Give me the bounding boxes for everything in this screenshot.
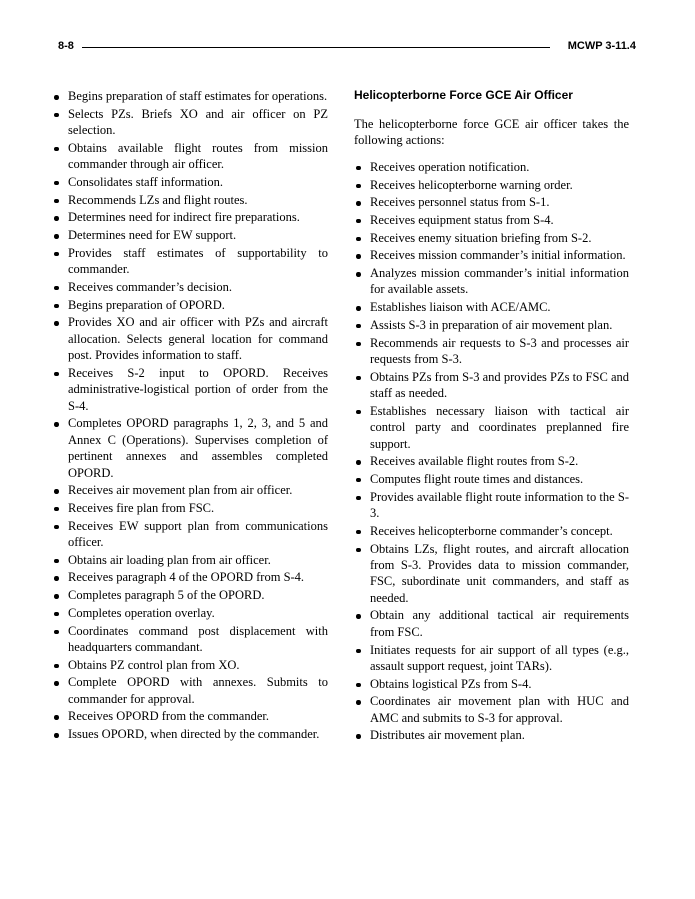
list-item: Obtain any additional tactical air requirements from FSC. [354,607,629,640]
header-rule [82,47,550,48]
list-item: Consolidates staff information. [52,174,328,190]
list-item: Receives enemy situation briefing from S-2. [354,230,629,246]
list-item: Computes flight route times and distances. [354,471,629,487]
list-item: Coordinates air movement plan with HUC and AMC and submits to S-3 for approval. [354,693,629,726]
list-item: Obtains air loading plan from air officer. [52,552,328,568]
left-bullet-list [52,88,328,743]
list-item: Issues OPORD, when directed by the commander. [52,726,328,742]
list-item: Receives personnel status from S-1. [354,194,629,210]
list-item: Receives mission commander’s initial information. [354,247,629,263]
list-item: Provides available flight route information to the S-3. [354,489,629,522]
list-item: Completes paragraph 5 of the OPORD. [52,587,328,603]
intro-paragraph: The helicopterborne force GCE air officer takes the following actions: [354,117,629,148]
list-item: Receives air movement plan from air officer. [52,482,328,498]
list-item: Receives operation notification. [354,159,629,175]
left-column [52,88,328,744]
page-number: 8-8 [58,40,74,52]
list-item: Complete OPORD with annexes. Submits to commander for approval. [52,674,328,707]
list-item: Establishes liaison with ACE/AMC. [354,299,629,315]
list-item: Distributes air movement plan. [354,727,629,743]
section-heading: Helicopterborne Force GCE Air Officer [354,88,573,102]
list-item: Receives fire plan from FSC. [52,500,328,516]
right-bullet-list [354,159,629,744]
list-item: Provides staff estimates of supportability to commander. [52,245,328,278]
list-item: Analyzes mission commander’s initial information for available assets. [354,265,629,298]
list-item: Receives paragraph 4 of the OPORD from S-4. [52,569,328,585]
list-item: Initiates requests for air support of all types (e.g., assault support request, joint TARs). [354,642,629,675]
list-item: Receives EW support plan from communications officer. [52,518,328,551]
list-item: Receives available flight routes from S-2. [354,453,629,469]
list-item: Obtains PZ control plan from XO. [52,657,328,673]
list-item: Obtains PZs from S-3 and provides PZs to FSC and staff as needed. [354,369,629,402]
list-item: Completes operation overlay. [52,605,328,621]
list-item: Receives OPORD from the commander. [52,708,328,724]
list-item: Obtains available flight routes from mission commander through air officer. [52,140,328,173]
publication-id: MCWP 3-11.4 [567,40,636,52]
list-item: Receives helicopterborne commander’s concept. [354,523,629,539]
running-header [58,40,636,56]
list-item: Obtains logistical PZs from S-4. [354,676,629,692]
list-item: Recommends LZs and flight routes. [52,192,328,208]
list-item: Completes OPORD paragraphs 1, 2, 3, and 5 and Annex C (Operations). Supervises completion of pertinent annexes and assembles completed OPORD. [52,415,328,481]
list-item: Selects PZs. Briefs XO and air officer on PZ selection. [52,106,328,139]
list-item: Determines need for indirect fire preparations. [52,209,328,225]
list-item: Recommends air requests to S-3 and processes air requests from S-3. [354,335,629,368]
list-item: Obtains LZs, flight routes, and aircraft allocation from S-3. Provides data to mission commander, FSC, subordinate unit commanders, and staff as needed. [354,541,629,607]
right-column [354,88,629,745]
list-item: Begins preparation of staff estimates for operations. [52,88,328,104]
list-item: Receives S-2 input to OPORD. Receives administrative-logistical portion of order from the S-4. [52,365,328,414]
list-item: Coordinates command post displacement with headquarters commandant. [52,623,328,656]
list-item: Establishes necessary liaison with tactical air control party and coordinates preplanned fire support. [354,403,629,452]
list-item: Receives helicopterborne warning order. [354,177,629,193]
list-item: Receives commander’s decision. [52,279,328,295]
list-item: Receives equipment status from S-4. [354,212,629,228]
list-item: Begins preparation of OPORD. [52,297,328,313]
list-item: Assists S-3 in preparation of air movement plan. [354,317,629,333]
list-item: Determines need for EW support. [52,227,328,243]
list-item: Provides XO and air officer with PZs and aircraft allocation. Selects general location for command post. Provides information to staff. [52,314,328,363]
